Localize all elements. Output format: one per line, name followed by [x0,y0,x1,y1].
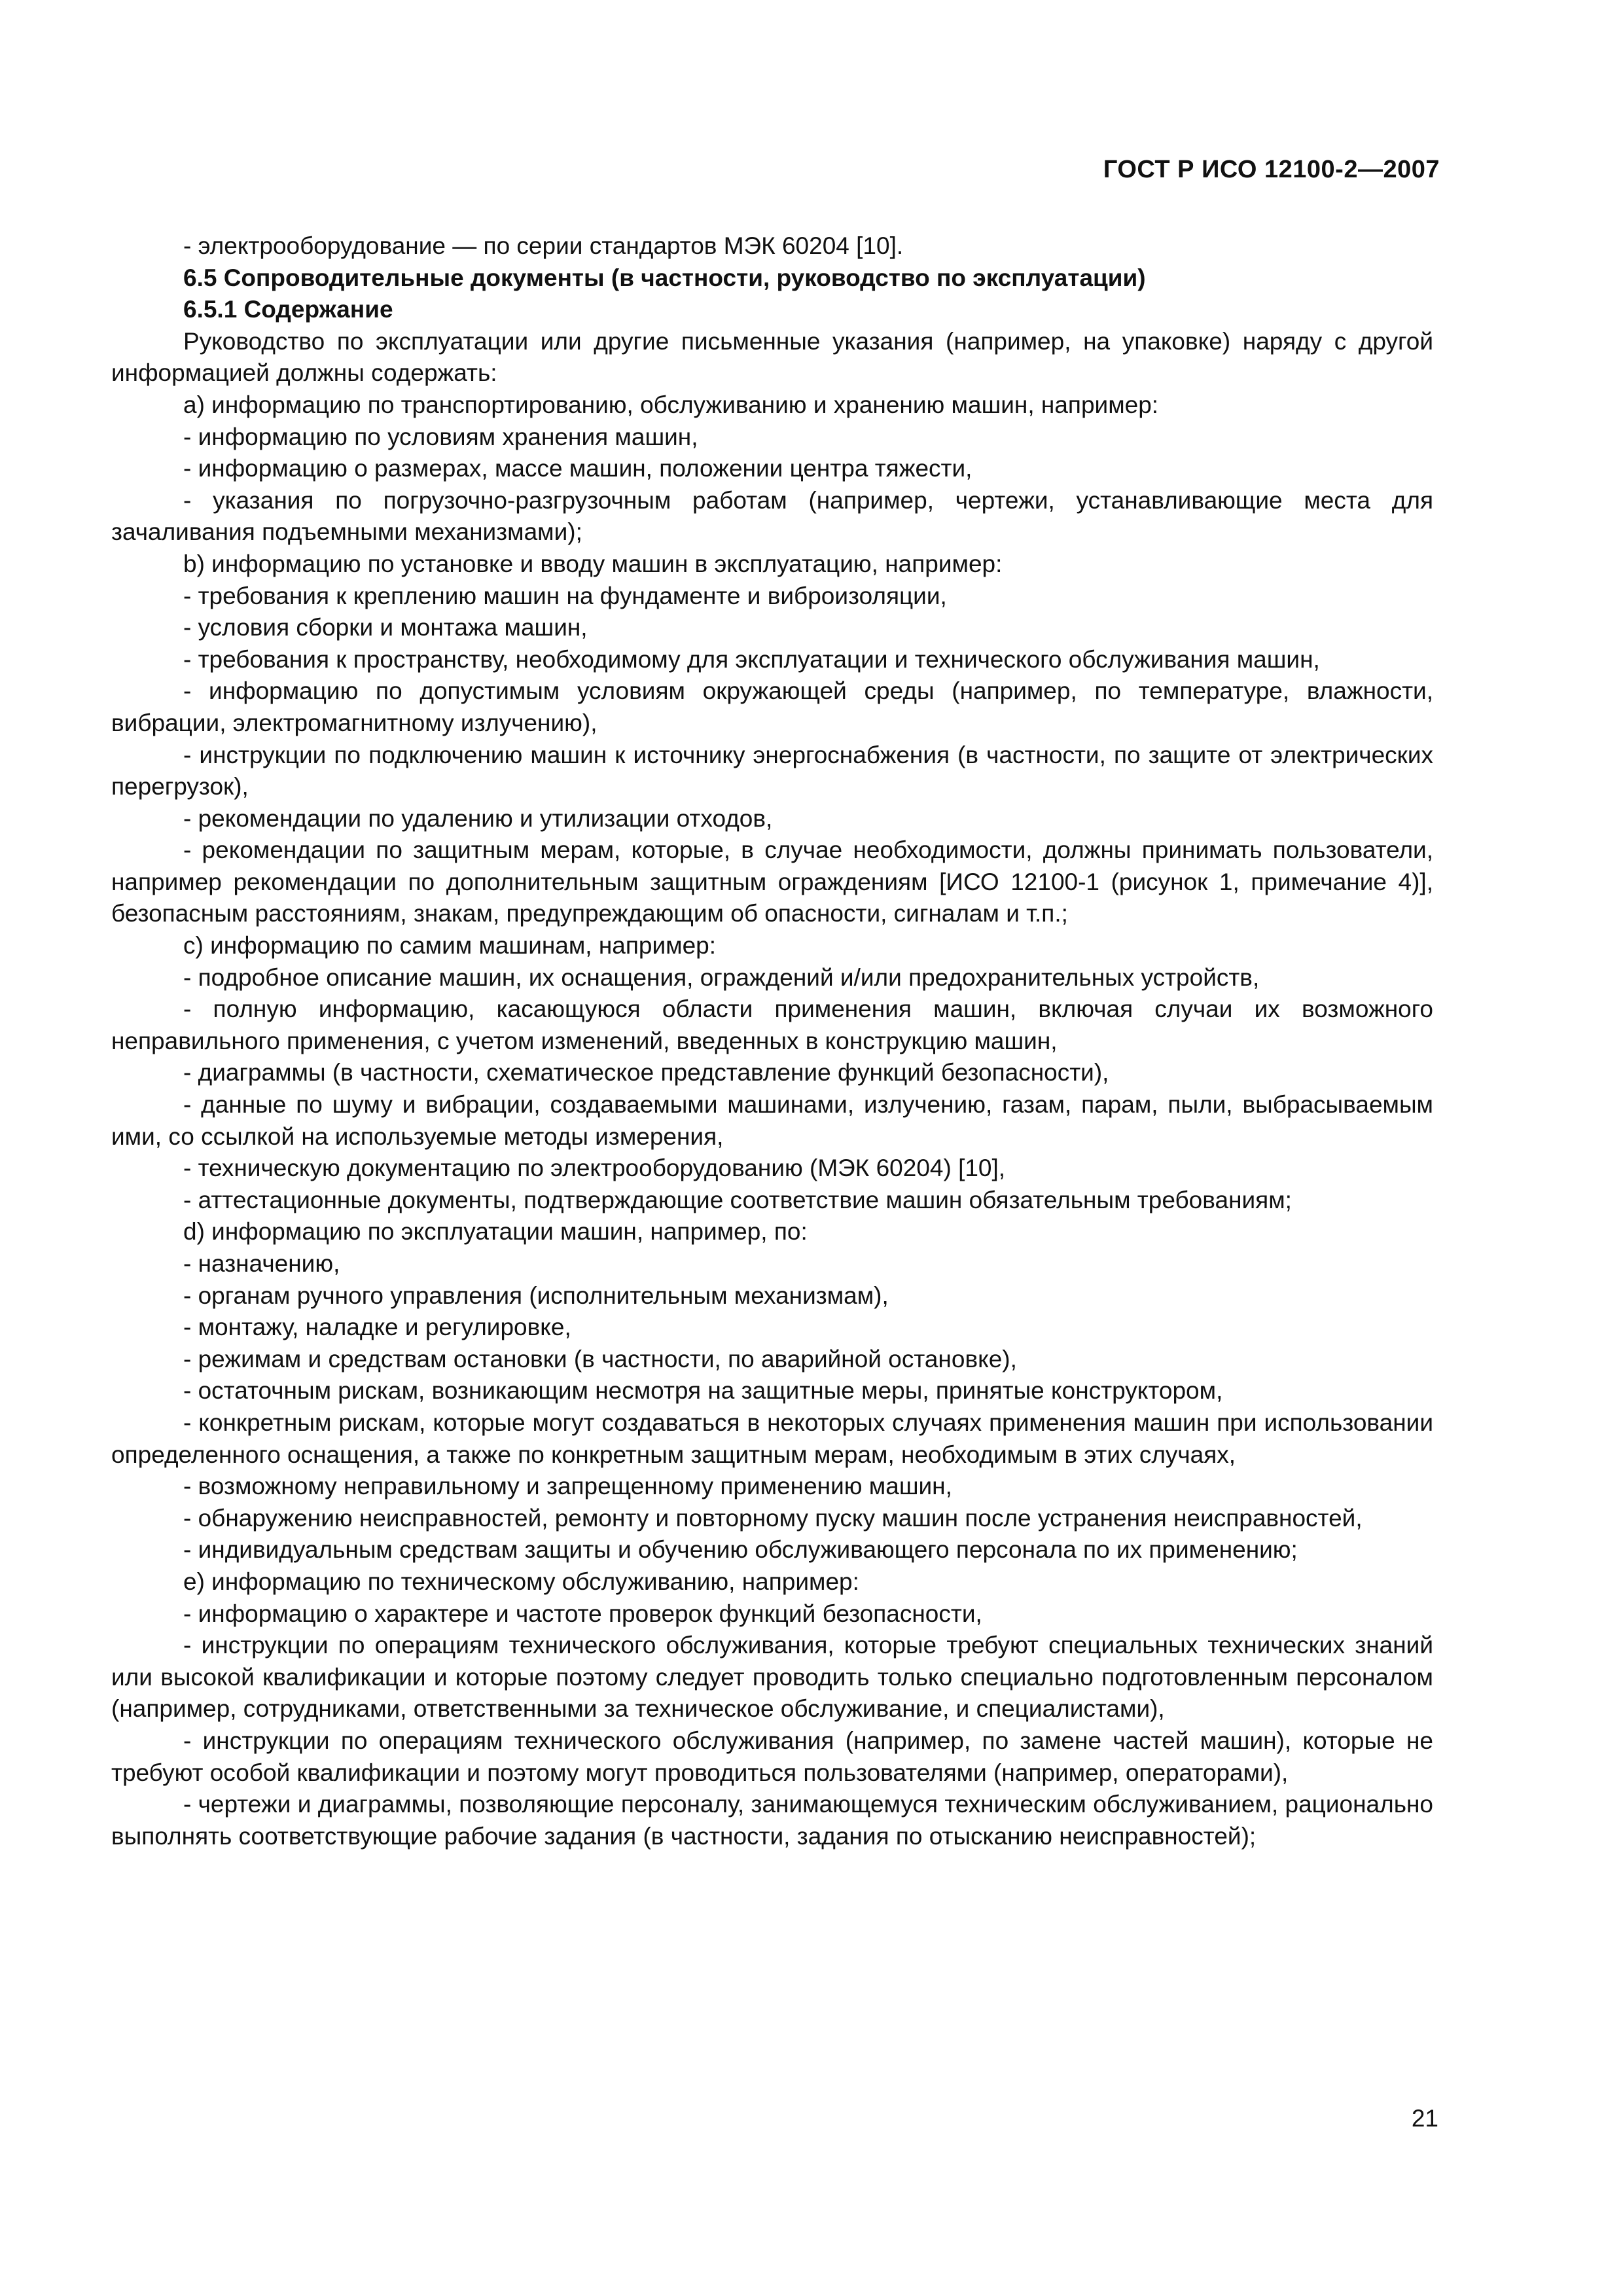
list-item: - конкретным рискам, которые могут создаваться в некоторых случаях применения машин при использовании определенного оснащения, а также по конкретным защитным мерам, необходимым в этих случаях, [111,1408,1433,1468]
page-number: 21 [1411,2105,1438,2132]
list-item: b) информацию по установке и вводу машин в эксплуатацию, например: [183,550,1003,577]
list-item: c) информацию по самим машинам, например: [183,932,717,960]
paragraph: Руководство по эксплуатации или другие письменные указания (например, на упаковке) наряду с другой информацией должны содержать: [111,327,1433,387]
list-item: - аттестационные документы, подтверждающие соответствие машин обязательным требованиям; [183,1186,1292,1213]
list-item: - информацию по условиям хранения машин, [183,423,698,450]
list-item: - инструкции по операциям технического обслуживания, которые требуют специальных технических знаний или высокой квалификации и которые поэтому следует проводить только специально подготовленным персоналом (например, сотрудниками, ответственными за техническое обслуживание, и специалистами), [111,1632,1433,1723]
list-item: - полную информацию, касающуюся области применения машин, включая случаи их возможного неправильного применения, с учетом изменений, введенных в конструкцию машин, [111,996,1433,1054]
list-item: - инструкции по подключению машин к источнику энергоснабжения (в частности, по защите от электрических перегрузок), [111,741,1433,800]
document-body [111,230,1433,1852]
list-item: e) информацию по техническому обслуживанию, например: [183,1568,859,1595]
list-item: d) информацию по эксплуатации машин, например, по: [183,1218,808,1246]
list-item: - монтажу, наладке и регулировке, [183,1314,571,1341]
list-item: - данные по шуму и вибрации, создаваемыми машинами, излучению, газам, парам, пыли, выбрасываемым ими, со ссылкой на используемые методы измерения, [111,1091,1433,1150]
list-item: - возможному неправильному и запрещенному применению машин, [183,1473,952,1500]
document-header-standard-id: ГОСТ Р ИСО 12100-2—2007 [1103,156,1440,183]
list-item: - рекомендации по удалению и утилизации отходов, [183,804,773,832]
list-item: - индивидуальным средствам защиты и обучению обслуживающего персонала по их применению; [183,1536,1298,1564]
list-item: - режимам и средствам остановки (в частности, по аварийной остановке), [183,1345,1017,1372]
list-item: - обнаружению неисправностей, ремонту и повторному пуску машин после устранения неисправностей, [183,1504,1363,1532]
list-item: - информацию о характере и частоте проверок функций безопасности, [183,1600,982,1627]
list-item: - указания по погрузочно-разгрузочным работам (например, чертежи, устанавливающие места для зачаливания подъемными механизмами); [111,486,1433,546]
list-item: - остаточным рискам, возникающим несмотря на защитные меры, принятые конструктором, [183,1377,1223,1405]
list-item: - назначению, [183,1250,340,1277]
list-item: - информацию о размерах, массе машин, положении центра тяжести, [183,455,972,482]
list-item: - подробное описание машин, их оснащения, ограждений и/или предохранительных устройств, [183,963,1260,991]
list-item: a) информацию по транспортированию, обслуживанию и хранению машин, например: [183,391,1159,418]
list-item: - требования к пространству, необходимому для эксплуатации и технического обслуживания машин, [183,645,1320,673]
list-item: - органам ручного управления (исполнительным механизмам), [183,1282,889,1309]
list-item: - требования к креплению машин на фундаменте и виброизоляции, [183,582,947,609]
list-item: - диаграммы (в частности, схематическое представление функций безопасности), [183,1059,1109,1086]
section-heading: 6.5 Сопроводительные документы (в частности, руководство по эксплуатации) [183,264,1146,291]
subsection-heading: 6.5.1 Содержание [183,296,393,323]
list-item: - инструкции по операциям технического обслуживания (например, по замене частей машин), которые не требуют особой квалификации и поэтому могут проводиться пользователями (например, операторами), [111,1727,1433,1786]
list-item: - техническую документацию по электрооборудованию (МЭК 60204) [10], [183,1155,1006,1182]
paragraph: - электрооборудование — по серии стандартов МЭК 60204 [10]. [183,232,904,259]
list-item: - информацию по допустимым условиям окружающей среды (например, по температуре, влажности, вибрации, электромагнитному излучению), [111,677,1433,736]
list-item: - рекомендации по защитным мерам, которые, в случае необходимости, должны принимать пользователи, например рекомендации по дополнительным защитным ограждениям [ИСО 12100-1 (рисунок 1, примечание 4)], безопасным расстояниям, знакам, предупреждающим об опасности, сигналам и т.п.; [111,836,1433,927]
list-item: - чертежи и диаграммы, позволяющие персоналу, занимающемуся техническим обслуживанием, рационально выполнять соответствующие рабочие задания (в частности, задания по отысканию неисправностей); [111,1791,1433,1850]
list-item: - условия сборки и монтажа машин, [183,614,588,641]
